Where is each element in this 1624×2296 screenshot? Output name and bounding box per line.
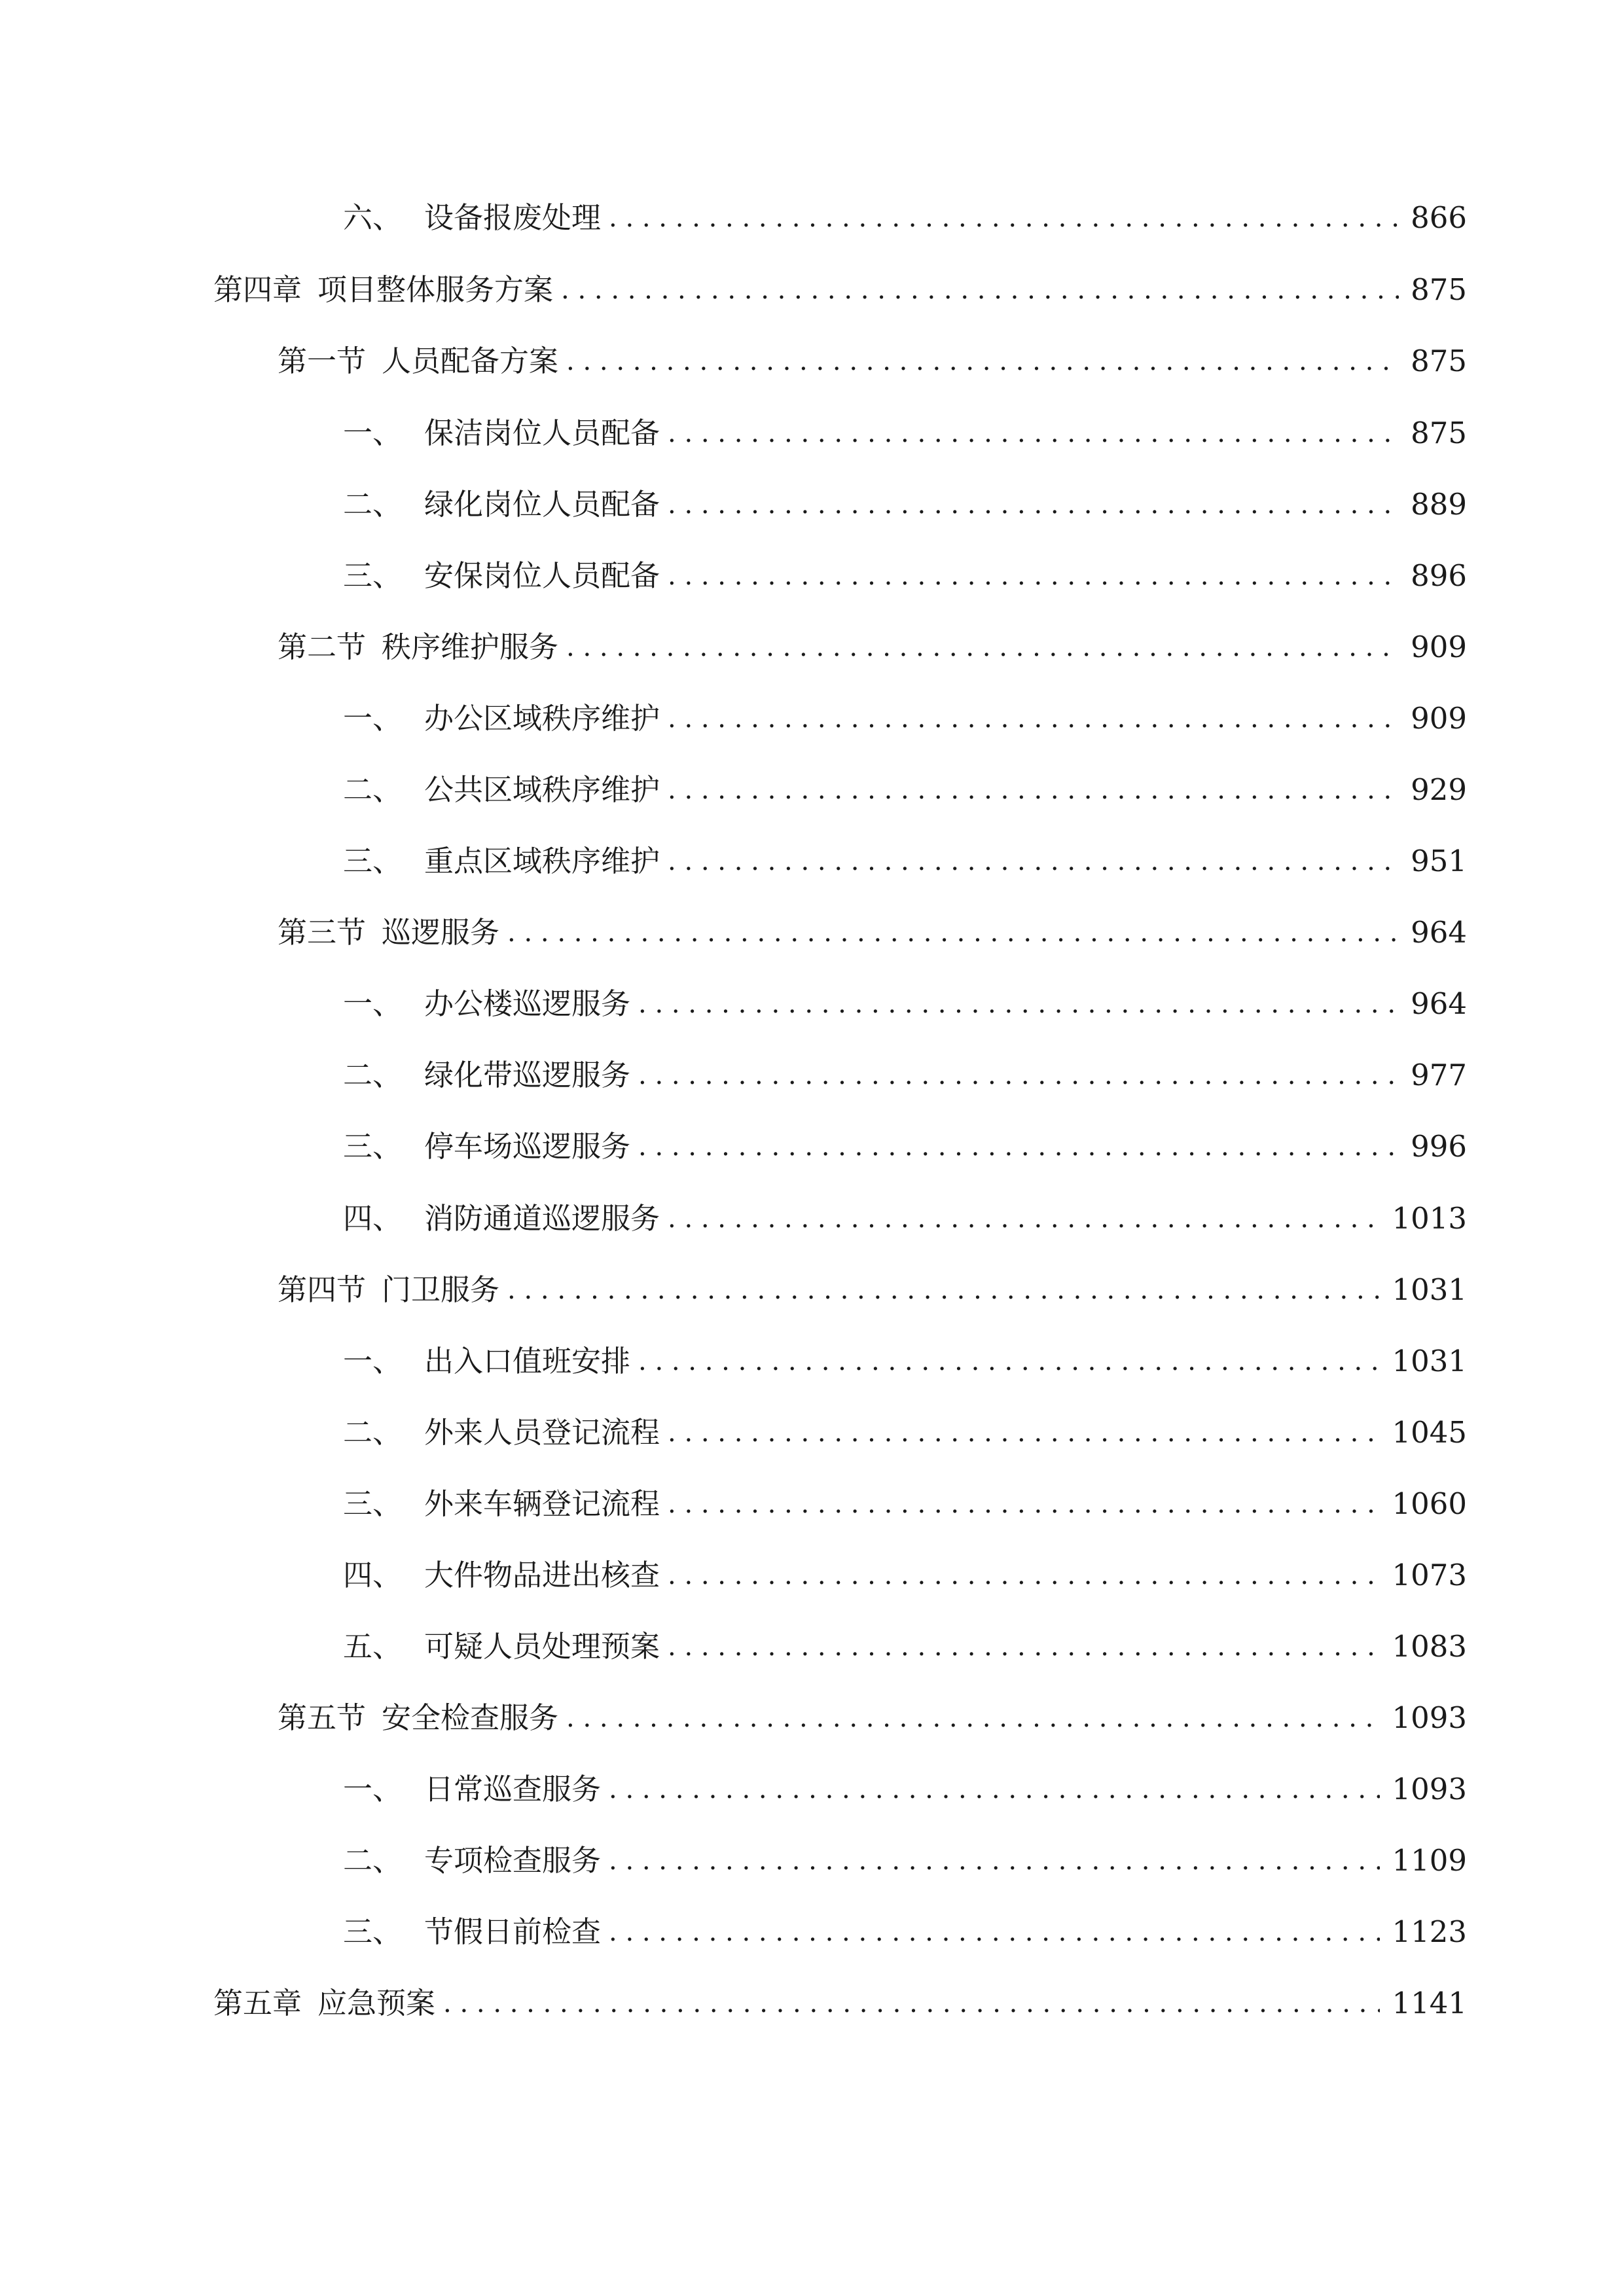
toc-entry-title: 保洁岗位人员配备 <box>424 416 660 450</box>
toc-entry[interactable] <box>343 1906 1467 1958</box>
toc-entry[interactable] <box>343 1407 1467 1459</box>
toc-leader-dots <box>668 1407 1380 1459</box>
toc-leader-dots <box>668 550 1399 602</box>
toc-entry-number: 四、 <box>343 1558 403 1592</box>
toc-entry-title: 绿化岗位人员配备 <box>424 487 660 522</box>
toc-entry-title: 安全检查服务 <box>382 1700 559 1735</box>
toc-entry[interactable] <box>343 1549 1467 1602</box>
toc-entry[interactable] <box>343 1478 1467 1530</box>
toc-entry-title: 节假日前检查 <box>424 1914 602 1949</box>
toc-entry[interactable] <box>343 764 1467 816</box>
toc-entry-title: 专项检查服务 <box>424 1843 602 1878</box>
toc-entry-title: 安保岗位人员配备 <box>424 558 660 593</box>
toc-leader-dots <box>668 1621 1380 1673</box>
toc-leader-dots <box>668 764 1399 816</box>
toc-entry-title: 应急预案 <box>317 1986 436 2020</box>
toc-entry-title: 可疑人员处理预案 <box>424 1629 660 1664</box>
toc-entry-title: 重点区域秩序维护 <box>424 844 660 878</box>
toc-entry-number: 二、 <box>343 1058 403 1092</box>
toc-entry-page: 1141 <box>1392 1986 1467 2020</box>
toc-entry-page: 1093 <box>1392 1700 1467 1735</box>
toc-entry-number: 第五节 <box>278 1700 367 1735</box>
toc-entry-title: 项目整体服务方案 <box>317 272 554 307</box>
toc-entry-number: 一、 <box>343 701 403 736</box>
toc-leader-dots <box>668 1193 1380 1245</box>
toc-entry-page: 929 <box>1411 772 1467 807</box>
toc-leader-dots <box>561 264 1399 316</box>
toc-leader-dots <box>507 906 1399 959</box>
toc-entry-page: 1109 <box>1392 1843 1467 1878</box>
toc-entry[interactable] <box>343 978 1467 1030</box>
toc-entry[interactable] <box>343 1193 1467 1245</box>
toc-leader-dots <box>638 1335 1380 1388</box>
toc-entry-page: 875 <box>1411 416 1467 450</box>
toc-entry-number: 第四节 <box>278 1272 367 1307</box>
toc-entry-title: 人员配备方案 <box>382 344 559 378</box>
toc-entry-page: 1045 <box>1392 1415 1467 1450</box>
toc-entry[interactable] <box>278 621 1467 673</box>
toc-leader-dots <box>443 1977 1380 2030</box>
toc-entry-number: 一、 <box>343 986 403 1021</box>
toc-entry-title: 外来人员登记流程 <box>424 1415 660 1450</box>
toc-entry-page: 1073 <box>1392 1558 1467 1592</box>
toc-entry-title: 大件物品进出核查 <box>424 1558 660 1592</box>
toc-entry-number: 第二节 <box>278 630 367 664</box>
toc-entry-title: 日常巡查服务 <box>424 1772 602 1806</box>
toc-entry-page: 896 <box>1411 558 1467 593</box>
toc-entry-number: 三、 <box>343 558 403 593</box>
toc-entry-page: 1083 <box>1392 1629 1467 1664</box>
toc-leader-dots <box>638 978 1399 1030</box>
toc-entry-page: 909 <box>1411 630 1467 664</box>
toc-entry-number: 二、 <box>343 487 403 522</box>
toc-entry-number: 第五章 <box>213 1986 302 2020</box>
toc-entry-page: 875 <box>1411 272 1467 307</box>
toc-entry-title: 绿化带巡逻服务 <box>424 1058 631 1092</box>
toc-entry-title: 外来车辆登记流程 <box>424 1486 660 1521</box>
toc-entry-page: 875 <box>1411 344 1467 378</box>
toc-entry[interactable] <box>278 906 1467 959</box>
toc-entry-number: 二、 <box>343 1843 403 1878</box>
toc-entry-page: 964 <box>1411 986 1467 1021</box>
toc-leader-dots <box>638 1049 1399 1102</box>
toc-leader-dots <box>566 621 1399 673</box>
toc-entry-title: 消防通道巡逻服务 <box>424 1201 660 1236</box>
toc-entry-number: 第一节 <box>278 344 367 378</box>
toc-entry[interactable] <box>343 550 1467 602</box>
toc-entry-title: 办公区域秩序维护 <box>424 701 660 736</box>
toc-entry[interactable] <box>343 407 1467 459</box>
toc-entry-page: 951 <box>1411 844 1467 878</box>
toc-entry-number: 第三节 <box>278 915 367 950</box>
toc-entry-number: 四、 <box>343 1201 403 1236</box>
toc-entry[interactable] <box>343 1335 1467 1388</box>
toc-entry[interactable] <box>343 1121 1467 1173</box>
toc-leader-dots <box>638 1121 1399 1173</box>
toc-leader-dots <box>566 335 1399 387</box>
toc-entry-page: 977 <box>1411 1058 1467 1092</box>
toc-entry-page: 1031 <box>1392 1272 1467 1307</box>
toc-entry[interactable] <box>213 264 1467 316</box>
toc-entry-number: 三、 <box>343 1914 403 1949</box>
toc-entry[interactable] <box>343 1835 1467 1887</box>
toc-entry[interactable] <box>343 478 1467 531</box>
toc-entry[interactable] <box>343 192 1467 244</box>
toc-entry-number: 一、 <box>343 1344 403 1378</box>
toc-leader-dots <box>668 1478 1380 1530</box>
toc-entry-page: 1123 <box>1392 1914 1467 1949</box>
toc-entry[interactable] <box>343 1621 1467 1673</box>
toc-entry-page: 1031 <box>1392 1344 1467 1378</box>
toc-entry-page: 889 <box>1411 487 1467 522</box>
toc-entry[interactable] <box>213 1977 1467 2030</box>
toc-entry-title: 公共区域秩序维护 <box>424 772 660 807</box>
toc-entry-number: 二、 <box>343 772 403 807</box>
toc-entry-title: 设备报废处理 <box>424 200 602 235</box>
toc-entry-title: 秩序维护服务 <box>382 630 559 664</box>
toc-entry-number: 五、 <box>343 1629 403 1664</box>
toc-leader-dots <box>609 1906 1380 1958</box>
toc-entry-number: 三、 <box>343 1486 403 1521</box>
toc-entry-page: 909 <box>1411 701 1467 736</box>
toc-entry[interactable] <box>343 835 1467 888</box>
toc-leader-dots <box>609 1835 1380 1887</box>
toc-leader-dots <box>668 692 1399 745</box>
toc-leader-dots <box>507 1264 1380 1316</box>
toc-entry[interactable] <box>278 1264 1467 1316</box>
toc-leader-dots <box>668 1549 1380 1602</box>
toc-leader-dots <box>668 478 1399 531</box>
toc-entry-page: 1093 <box>1392 1772 1467 1806</box>
toc-entry-title: 办公楼巡逻服务 <box>424 986 631 1021</box>
toc-entry-number: 三、 <box>343 844 403 878</box>
toc-entry[interactable] <box>343 692 1467 745</box>
toc-leader-dots <box>668 835 1399 888</box>
toc-leader-dots <box>566 1692 1380 1744</box>
toc-entry-number: 三、 <box>343 1129 403 1164</box>
toc-entry[interactable] <box>343 1049 1467 1102</box>
toc-leader-dots <box>668 407 1399 459</box>
toc-entry-page: 1013 <box>1392 1201 1467 1236</box>
toc-leader-dots <box>609 1763 1380 1816</box>
toc-entry-page: 866 <box>1411 200 1467 235</box>
toc-entry-page: 1060 <box>1392 1486 1467 1521</box>
toc-entry-title: 停车场巡逻服务 <box>424 1129 631 1164</box>
toc-entry-title: 出入口值班安排 <box>424 1344 631 1378</box>
toc-entry-number: 二、 <box>343 1415 403 1450</box>
toc-entry-title: 巡逻服务 <box>382 915 500 950</box>
toc-entry-page: 996 <box>1411 1129 1467 1164</box>
toc-entry-title: 门卫服务 <box>382 1272 500 1307</box>
toc-entry[interactable] <box>278 1692 1467 1744</box>
toc-entry-number: 一、 <box>343 1772 403 1806</box>
toc-entry[interactable] <box>343 1763 1467 1816</box>
toc-leader-dots <box>609 192 1399 244</box>
toc-entry-page: 964 <box>1411 915 1467 950</box>
toc-entry-number: 六、 <box>343 200 403 235</box>
toc-entry[interactable] <box>278 335 1467 387</box>
toc-entry-number: 一、 <box>343 416 403 450</box>
toc-entry-number: 第四章 <box>213 272 302 307</box>
